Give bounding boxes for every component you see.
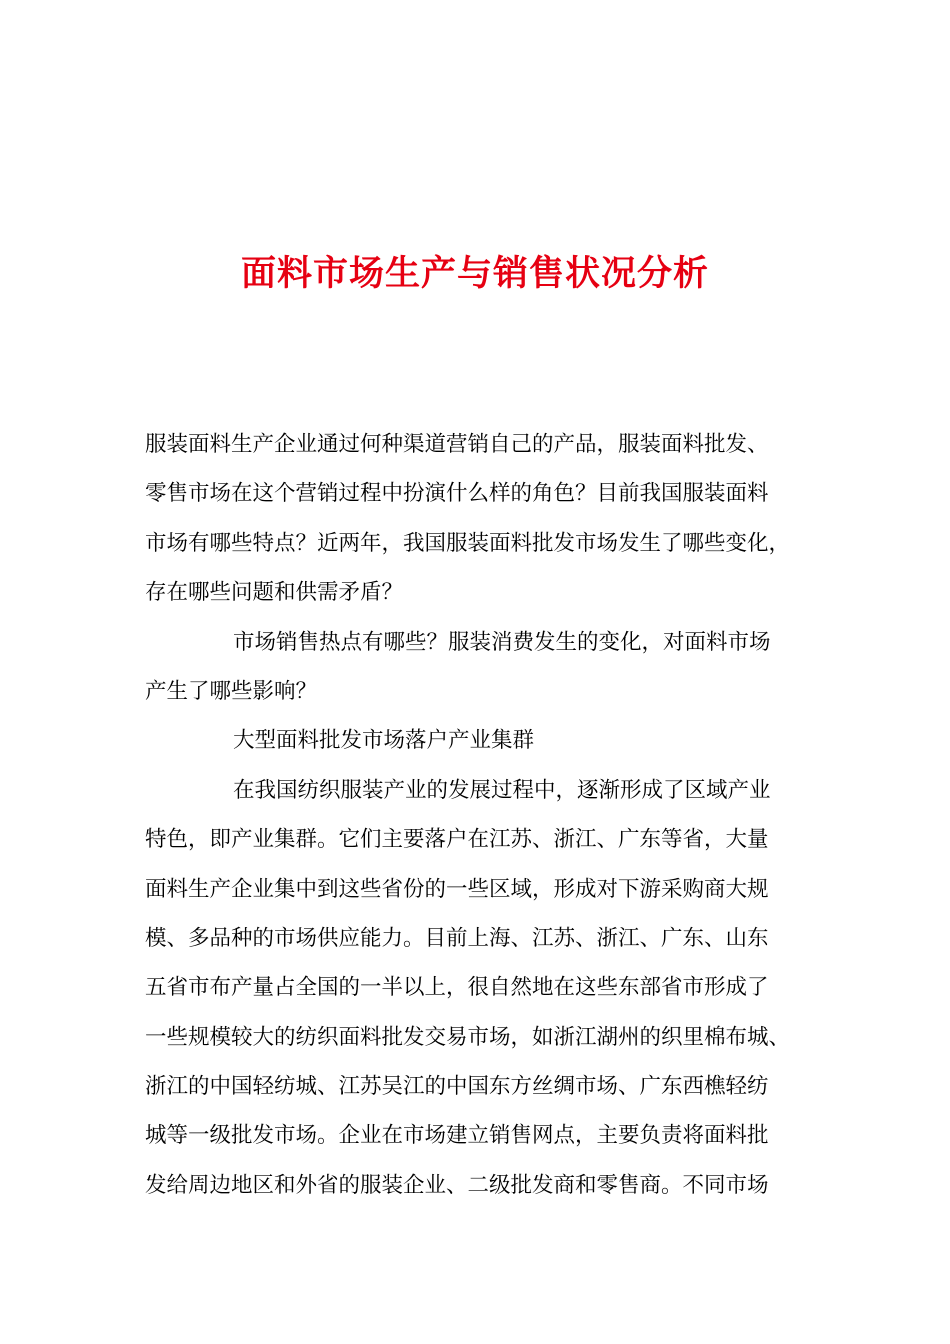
paragraph-4 (145, 766, 810, 1211)
paragraph-2 (145, 618, 810, 717)
text-line: 浙江的中国轻纺城、江苏吴江的中国东方丝绸市场、广东西樵轻纺 (145, 1074, 769, 1100)
text-line: 存在哪些问题和供需矛盾？ (145, 580, 404, 606)
text-line: 面料生产企业集中到这些省份的一些区域，形成对下游采购商大规 (145, 876, 769, 902)
document-title: 面料市场生产与销售状况分析 (240, 253, 709, 294)
text-line: 发给周边地区和外省的服装企业、二级批发商和零售商。不同市场 (145, 1172, 769, 1198)
text-line: 零售市场在这个营销过程中扮演什么样的角色？目前我国服装面料 (145, 481, 769, 507)
text-line: 在我国纺织服装产业的发展过程中，逐渐形成了区域产业 (233, 777, 771, 803)
paragraph-3-heading (145, 716, 810, 765)
paragraph-1 (145, 420, 810, 618)
text-line: 五省市布产量占全国的一半以上，很自然地在这些东部省市形成了 (145, 975, 769, 1001)
text-line: 特色，即产业集群。它们主要落户在江苏、浙江、广东等省，大量 (145, 827, 769, 853)
document-body (145, 420, 810, 1210)
text-line: 一些规模较大的纺织面料批发交易市场，如浙江湖州的织里棉布城、 (145, 1024, 791, 1050)
text-line: 模、多品种的市场供应能力。目前上海、江苏、浙江、广东、山东 (145, 925, 769, 951)
text-line: 服装面料生产企业通过何种渠道营销自己的产品，服装面料批发、 (145, 432, 769, 457)
text-line: 市场销售热点有哪些？服装消费发生的变化，对面料市场 (233, 629, 771, 655)
text-line: 市场有哪些特点？近两年，我国服装面料批发市场发生了哪些变化， (145, 530, 791, 556)
text-line: 城等一级批发市场。企业在市场建立销售网点，主要负责将面料批 (145, 1123, 769, 1149)
text-line: 产生了哪些影响？ (145, 678, 318, 704)
section-heading: 大型面料批发市场落户产业集群 (233, 728, 535, 754)
